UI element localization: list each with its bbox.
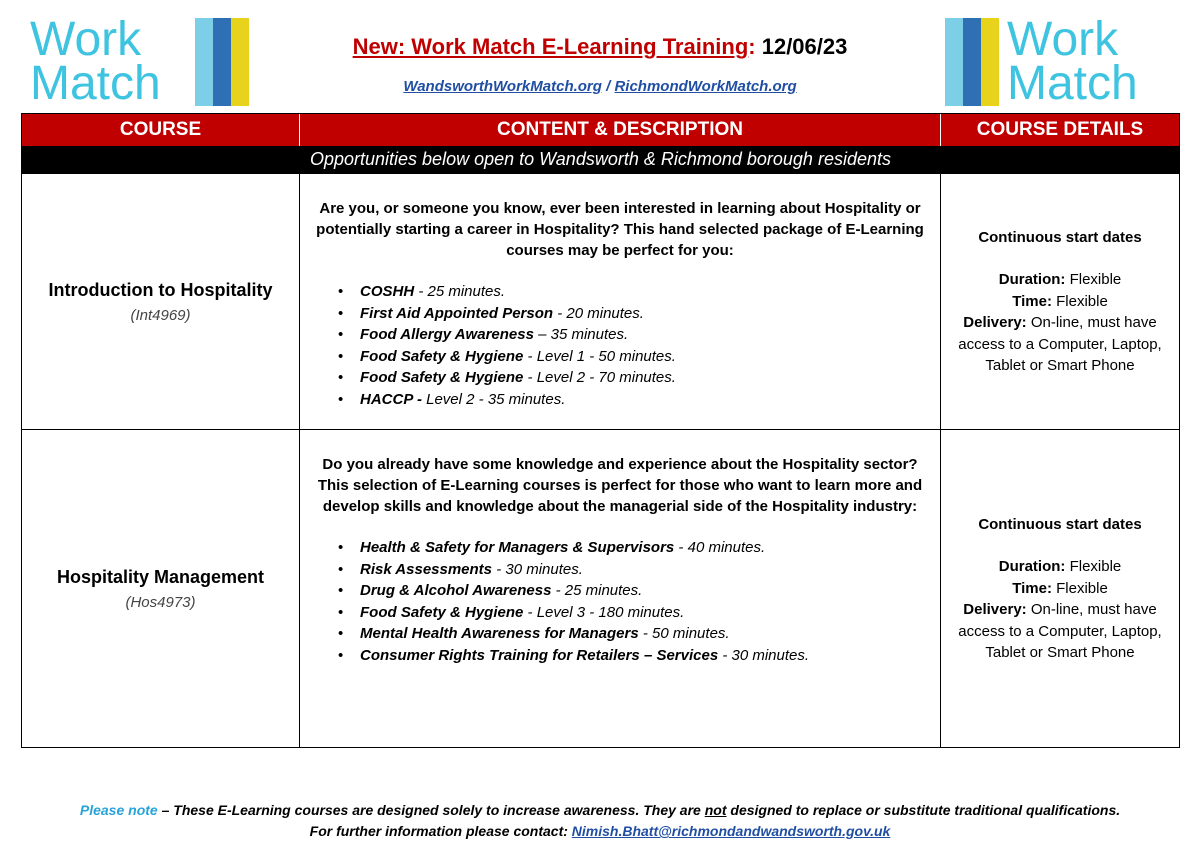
logo-stripes <box>195 18 249 106</box>
logo-stripe-3 <box>981 18 999 106</box>
logo-stripe-3 <box>231 18 249 106</box>
start-dates: Continuous start dates <box>978 228 1142 246</box>
list-item: • HACCP - Level 2 - 35 minutes. <box>338 389 940 411</box>
course-table <box>21 113 1180 748</box>
logo-word-match: Match <box>30 57 161 110</box>
list-item: • Risk Assessments - 30 minutes. <box>338 559 940 581</box>
contact-email-link[interactable]: Nimish.Bhatt@richmondandwandsworth.gov.uk <box>571 823 891 839</box>
logo-stripe-2 <box>963 18 981 106</box>
course-description: Are you, or someone you know, ever been interested in learning about Hospitality or potentially starting a career in Hospitality? This hand selected package of E-Learning courses may be perfect for you: <box>316 200 924 259</box>
workmatch-logo-right <box>945 13 1170 110</box>
list-item: • Drug & Alcohol Awareness - 25 minutes. <box>338 580 940 602</box>
table-row <box>22 429 1179 747</box>
delivery-line: Delivery: On-line, must have access to a Computer, Laptop, Tablet or Smart Phone <box>958 601 1162 661</box>
list-item: • Food Safety & Hygiene - Level 3 - 180 minutes. <box>338 602 940 624</box>
title-text: New: Work Match E-Learning Training <box>352 34 749 59</box>
footer-note <box>0 800 1200 842</box>
contact-line: For further information please contact: Nimish.Bhatt@richmondandwandsworth.gov.uk <box>309 823 891 839</box>
list-item: • Health & Safety for Managers & Supervisors - 40 minutes. <box>338 537 940 559</box>
start-dates: Continuous start dates <box>978 515 1142 533</box>
list-item: • Food Safety & Hygiene - Level 2 - 70 minutes. <box>338 367 940 389</box>
logo-stripe-1 <box>195 18 213 106</box>
logo-stripe-1 <box>945 18 963 106</box>
list-item: • Mental Health Awareness for Managers - 50 minutes. <box>338 623 940 645</box>
logo-word-match: Match <box>1007 57 1138 110</box>
description-cell <box>300 174 941 429</box>
duration-line: Duration: Flexible <box>998 558 1122 575</box>
please-note-label: Please note <box>79 802 158 818</box>
link-separator: / <box>601 78 615 95</box>
logo-stripe-2 <box>213 18 231 106</box>
list-item: • Food Safety & Hygiene - Level 1 - 50 minutes. <box>338 346 940 368</box>
description-cell <box>300 430 941 747</box>
website-links <box>260 78 940 95</box>
course-name: Introduction to Hospitality <box>48 279 273 300</box>
time-line: Time: Flexible <box>1012 292 1108 310</box>
link-wandsworth[interactable]: WandsworthWorkMatch.org <box>403 78 602 95</box>
list-item: • First Aid Appointed Person - 20 minutes. <box>338 303 940 325</box>
logo-word-work: Work <box>30 13 142 66</box>
time-line: Time: Flexible <box>1012 579 1108 597</box>
table-row <box>22 173 1179 429</box>
list-item: • COSHH - 25 minutes. <box>338 281 940 303</box>
course-cell <box>22 174 300 429</box>
course-description: Do you already have some knowledge and experience about the Hospitality sector? This selection of E-Learning courses is perfect for those who want to learn more and develop skills and knowledge about the managerial side of the Hospitality industry: <box>317 456 923 515</box>
course-name: Hospitality Management <box>56 566 265 587</box>
course-details <box>941 514 1179 664</box>
link-richmond[interactable]: RichmondWorkMatch.org <box>614 78 797 95</box>
eligibility-banner: Opportunities below open to Wandsworth & Richmond borough residents <box>22 146 1179 173</box>
module-list <box>300 281 940 410</box>
header-details: COURSE DETAILS <box>976 119 1144 140</box>
title-date: 12/06/23 <box>761 34 848 59</box>
not-emphasis: not <box>704 802 727 818</box>
title-separator: : <box>748 34 756 59</box>
course-cell <box>22 430 300 747</box>
module-list <box>300 537 940 666</box>
disclaimer-line: Please note – These E-Learning courses are designed solely to increase awareness. They are not designed to replace or substitute traditional qualifications. <box>79 802 1121 818</box>
details-cell <box>941 430 1179 747</box>
workmatch-logo-left <box>30 13 250 110</box>
course-details <box>941 227 1179 377</box>
list-item: • Food Allergy Awareness – 35 minutes. <box>338 324 940 346</box>
table-header <box>22 114 1179 146</box>
details-cell <box>941 174 1179 429</box>
delivery-line: Delivery: On-line, must have access to a Computer, Laptop, Tablet or Smart Phone <box>958 314 1162 374</box>
course-code: (Hos4973) <box>125 593 196 611</box>
duration-line: Duration: Flexible <box>998 271 1122 288</box>
course-code: (Int4969) <box>130 306 191 324</box>
logo-stripes <box>945 18 999 106</box>
header-content: CONTENT & DESCRIPTION <box>300 114 941 146</box>
list-item: • Consumer Rights Training for Retailers – Services - 30 minutes. <box>338 645 940 667</box>
logo-word-work: Work <box>1007 13 1119 66</box>
page-title <box>260 34 940 60</box>
header-course: COURSE <box>22 114 300 146</box>
